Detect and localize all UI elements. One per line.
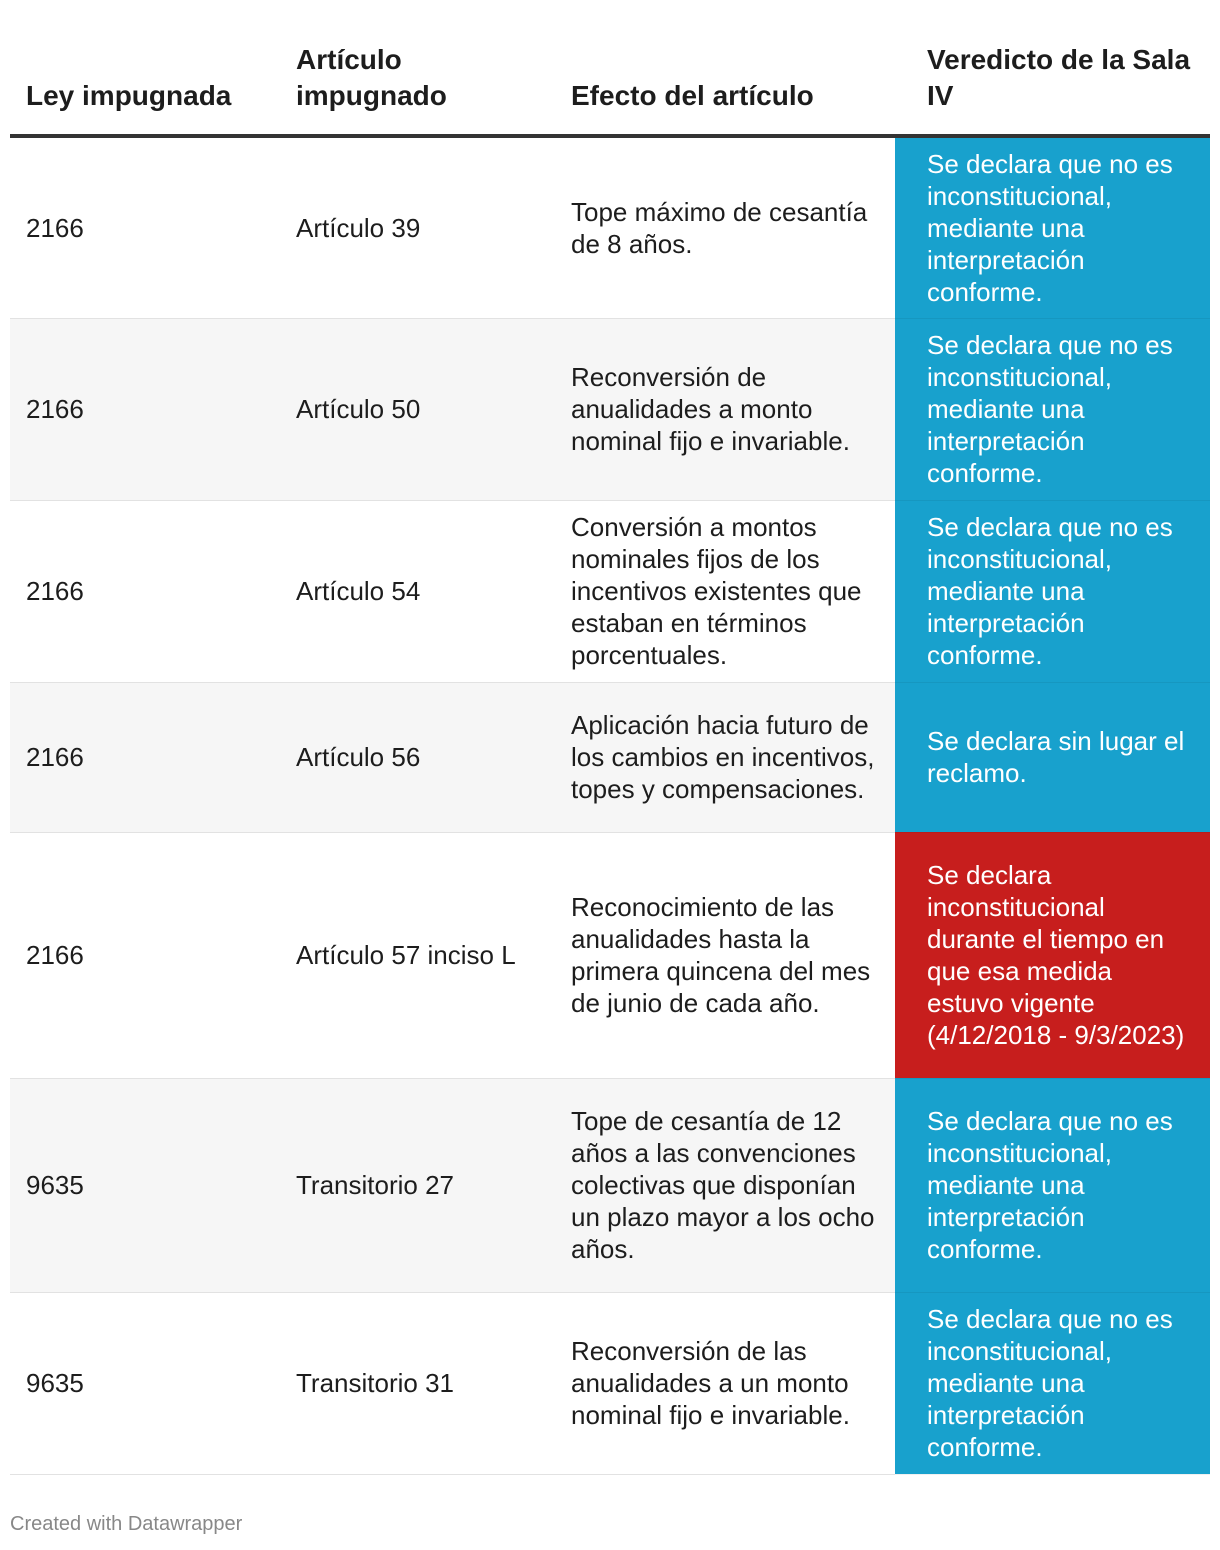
table-body: [10, 136, 1210, 1474]
table-row: [10, 1078, 1210, 1292]
cell-efecto: Aplicación hacia futuro de los cambios en incentivos, topes y compensaciones.: [555, 682, 895, 832]
table-row: [10, 136, 1210, 318]
table-row: [10, 318, 1210, 500]
cell-articulo: Artículo 57 inciso L: [280, 832, 555, 1078]
cell-veredicto: Se declara que no es inconstitucional, mediante una interpretación conforme.: [895, 1078, 1210, 1292]
cell-articulo: Artículo 50: [280, 318, 555, 500]
verdict-table-container: [10, 0, 1210, 1475]
table-row: [10, 682, 1210, 832]
cell-articulo: Transitorio 31: [280, 1292, 555, 1474]
verdict-table: [10, 0, 1210, 1475]
cell-ley: 2166: [10, 832, 280, 1078]
header-efecto[interactable]: Efecto del artículo: [555, 0, 895, 136]
table-row: [10, 832, 1210, 1078]
cell-veredicto: Se declara que no es inconstitucional, mediante una interpretación conforme.: [895, 318, 1210, 500]
cell-ley: 9635: [10, 1292, 280, 1474]
cell-efecto: Reconversión de las anualidades a un monto nominal fijo e invariable.: [555, 1292, 895, 1474]
cell-veredicto: Se declara sin lugar el reclamo.: [895, 682, 1210, 832]
cell-ley: 2166: [10, 682, 280, 832]
table-header: [10, 0, 1210, 136]
header-row: [10, 0, 1210, 136]
cell-veredicto: Se declara que no es inconstitucional, mediante una interpretación conforme.: [895, 136, 1210, 318]
cell-efecto: Reconocimiento de las anualidades hasta la primera quincena del mes de junio de cada año.: [555, 832, 895, 1078]
header-ley[interactable]: Ley impugnada: [10, 0, 280, 136]
cell-efecto: Conversión a montos nominales fijos de los incentivos existentes que estaban en términos porcentuales.: [555, 500, 895, 682]
cell-ley: 2166: [10, 500, 280, 682]
cell-ley: 9635: [10, 1078, 280, 1292]
cell-efecto: Reconversión de anualidades a monto nominal fijo e invariable.: [555, 318, 895, 500]
table-row: [10, 1292, 1210, 1474]
cell-articulo: Artículo 56: [280, 682, 555, 832]
cell-ley: 2166: [10, 136, 280, 318]
cell-veredicto: Se declara que no es inconstitucional, mediante una interpretación conforme.: [895, 1292, 1210, 1474]
cell-articulo: Artículo 39: [280, 136, 555, 318]
footer-credit: Created with Datawrapper: [10, 1513, 243, 1535]
table-row: [10, 500, 1210, 682]
cell-articulo: Transitorio 27: [280, 1078, 555, 1292]
cell-articulo: Artículo 54: [280, 500, 555, 682]
header-articulo[interactable]: Artículo impugnado: [280, 0, 555, 136]
cell-ley: 2166: [10, 318, 280, 500]
cell-efecto: Tope de cesantía de 12 años a las convenciones colectivas que disponían un plazo mayor a los ocho años.: [555, 1078, 895, 1292]
cell-veredicto: Se declara inconstitucional durante el tiempo en que esa medida estuvo vigente (4/12/2018 - 9/3/2023): [895, 832, 1210, 1078]
cell-veredicto: Se declara que no es inconstitucional, mediante una interpretación conforme.: [895, 500, 1210, 682]
header-veredicto[interactable]: Veredicto de la Sala IV: [895, 0, 1210, 136]
cell-efecto: Tope máximo de cesantía de 8 años.: [555, 136, 895, 318]
